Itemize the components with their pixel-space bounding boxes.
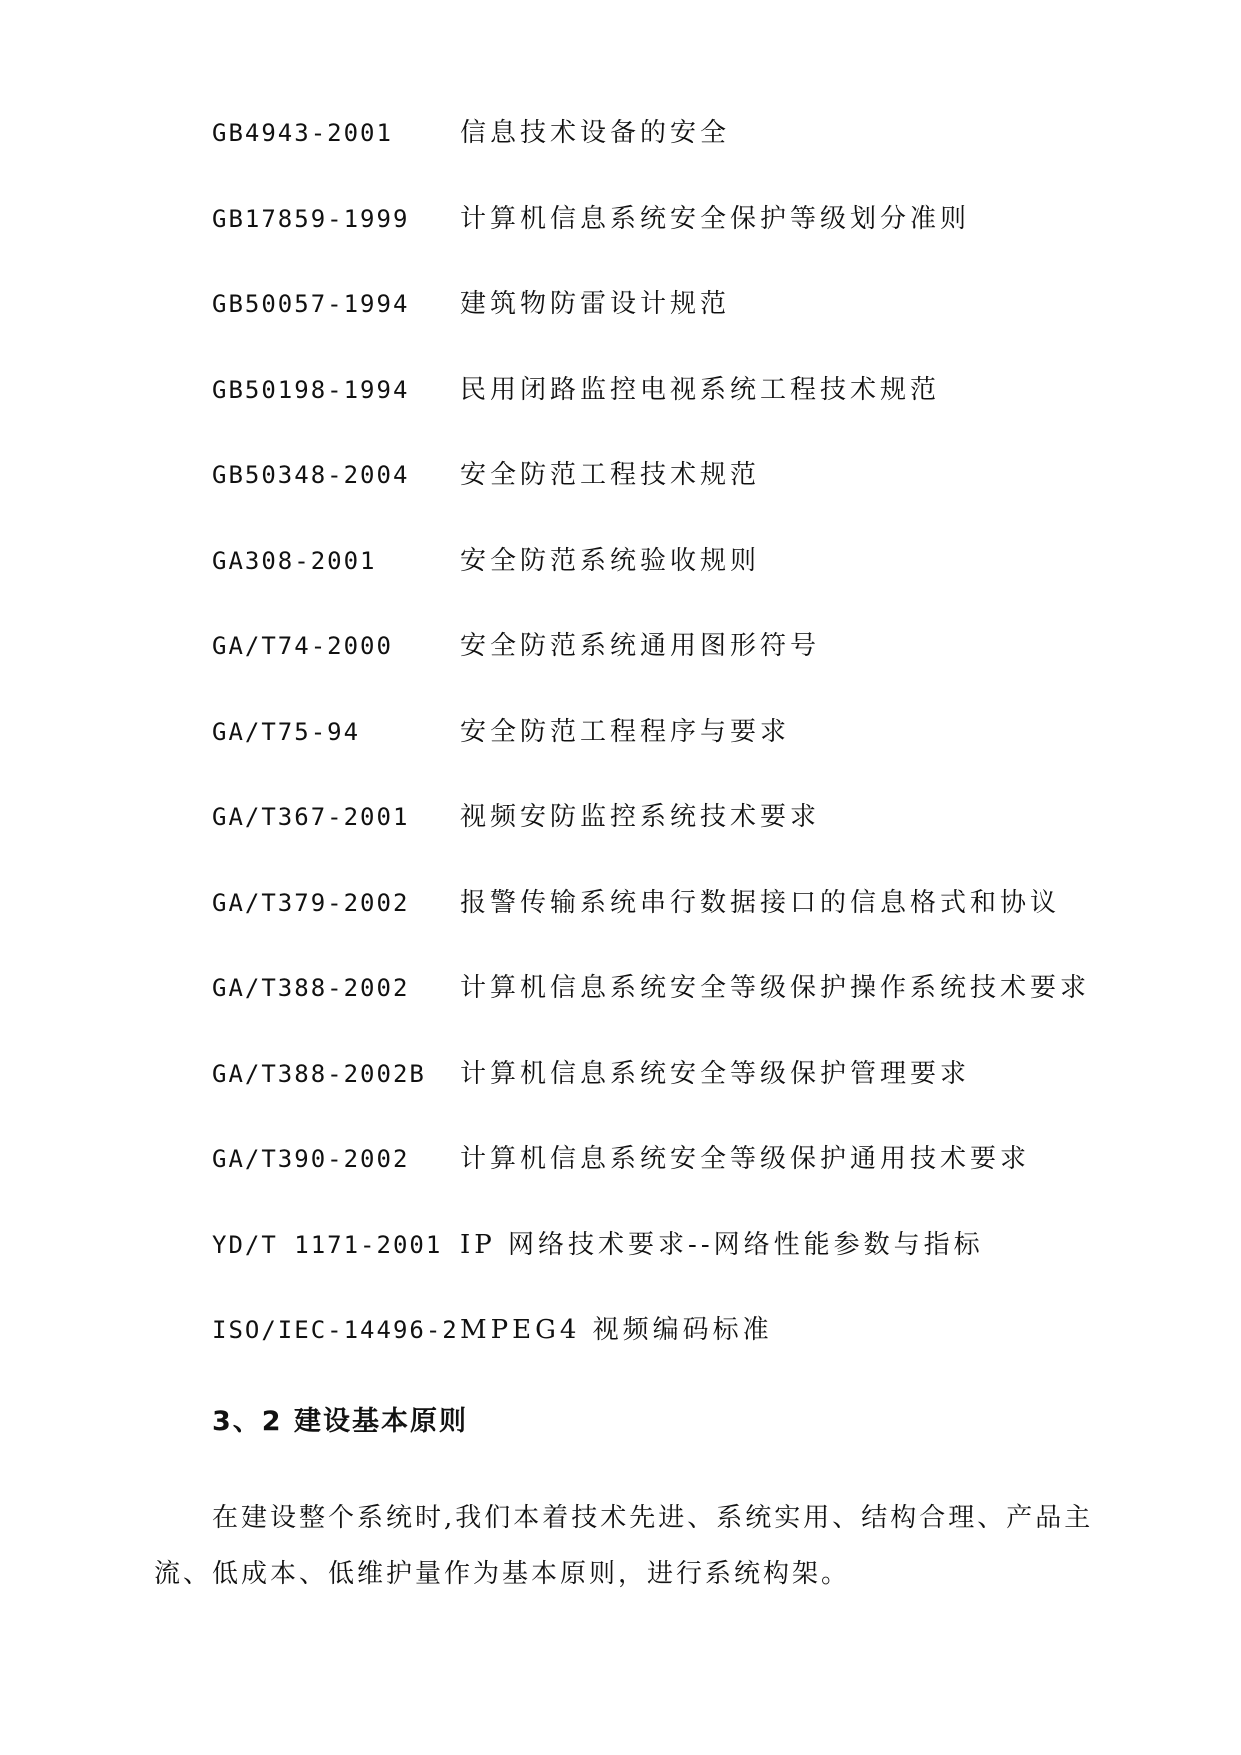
standard-code: GA/T390-2002 bbox=[212, 1145, 410, 1173]
standard-title: 安全防范工程技术规范 bbox=[460, 460, 761, 490]
standard-code: GB17859-1999 bbox=[212, 204, 410, 233]
standard-row bbox=[212, 802, 1090, 888]
standard-code: GA/T75-94 bbox=[212, 717, 361, 746]
section-heading: 3、2 建设基本原则 bbox=[212, 1406, 468, 1437]
standard-row bbox=[212, 204, 1090, 290]
standard-title: IP 网络技术要求--网络性能参数与指标 bbox=[460, 1229, 984, 1260]
standard-code: GA/T388-2002B bbox=[212, 1059, 426, 1088]
standard-title: MPEG4 视频编码标准 bbox=[460, 1315, 773, 1345]
standard-row bbox=[212, 118, 1090, 204]
standard-title: 安全防范系统通用图形符号 bbox=[460, 631, 821, 661]
standard-title: 民用闭路监控电视系统工程技术规范 bbox=[460, 374, 941, 405]
standard-row bbox=[212, 1315, 1090, 1401]
standard-row bbox=[212, 375, 1090, 461]
standard-title: 安全防范系统验收规则 bbox=[460, 545, 761, 576]
standard-row bbox=[212, 1230, 1090, 1316]
standard-title: 安全防范工程程序与要求 bbox=[460, 716, 791, 747]
standard-row bbox=[212, 289, 1090, 375]
standard-code: GB4943-2001 bbox=[212, 119, 393, 147]
standard-title: 建筑物防雷设计规范 bbox=[460, 289, 731, 319]
standard-code: GA/T367-2001 bbox=[212, 803, 410, 831]
standard-code: GA/T74-2000 bbox=[212, 632, 393, 660]
standard-row bbox=[212, 1059, 1090, 1145]
standard-row bbox=[212, 973, 1090, 1059]
standard-code: GB50348-2004 bbox=[212, 461, 410, 489]
standard-code: GB50057-1994 bbox=[212, 290, 410, 318]
standard-code: ISO/IEC-14496-2 bbox=[212, 1316, 459, 1344]
standard-row bbox=[212, 888, 1090, 974]
standard-title: 计算机信息系统安全等级保护管理要求 bbox=[460, 1058, 971, 1089]
standard-row bbox=[212, 546, 1090, 632]
standard-code: YD/T 1171-2001 bbox=[212, 1230, 443, 1259]
standard-code: GB50198-1994 bbox=[212, 375, 410, 404]
standard-title: 视频安防监控系统技术要求 bbox=[460, 802, 821, 832]
standard-row bbox=[212, 1144, 1090, 1230]
standards-list bbox=[212, 118, 1090, 1401]
standard-title: 计算机信息系统安全等级保护通用技术要求 bbox=[460, 1144, 1031, 1174]
standard-title: 报警传输系统串行数据接口的信息格式和协议 bbox=[460, 887, 1061, 918]
standard-title: 计算机信息系统安全保护等级划分准则 bbox=[460, 203, 971, 234]
standard-row bbox=[212, 717, 1090, 803]
body-paragraph: 在建设整个系统时,我们本着技术先进、系统实用、结构合理、产品主流、低成本、低维护量作为基本原则，进行系统构架。 bbox=[154, 1503, 1094, 1589]
standard-code: GA/T379-2002 bbox=[212, 888, 410, 917]
standard-code: GA/T388-2002 bbox=[212, 974, 410, 1002]
standard-code: GA308-2001 bbox=[212, 546, 377, 575]
standard-row bbox=[212, 631, 1090, 717]
standard-title: 计算机信息系统安全等级保护操作系统技术要求 bbox=[460, 973, 1091, 1003]
standard-title: 信息技术设备的安全 bbox=[460, 118, 731, 148]
standard-row bbox=[212, 460, 1090, 546]
